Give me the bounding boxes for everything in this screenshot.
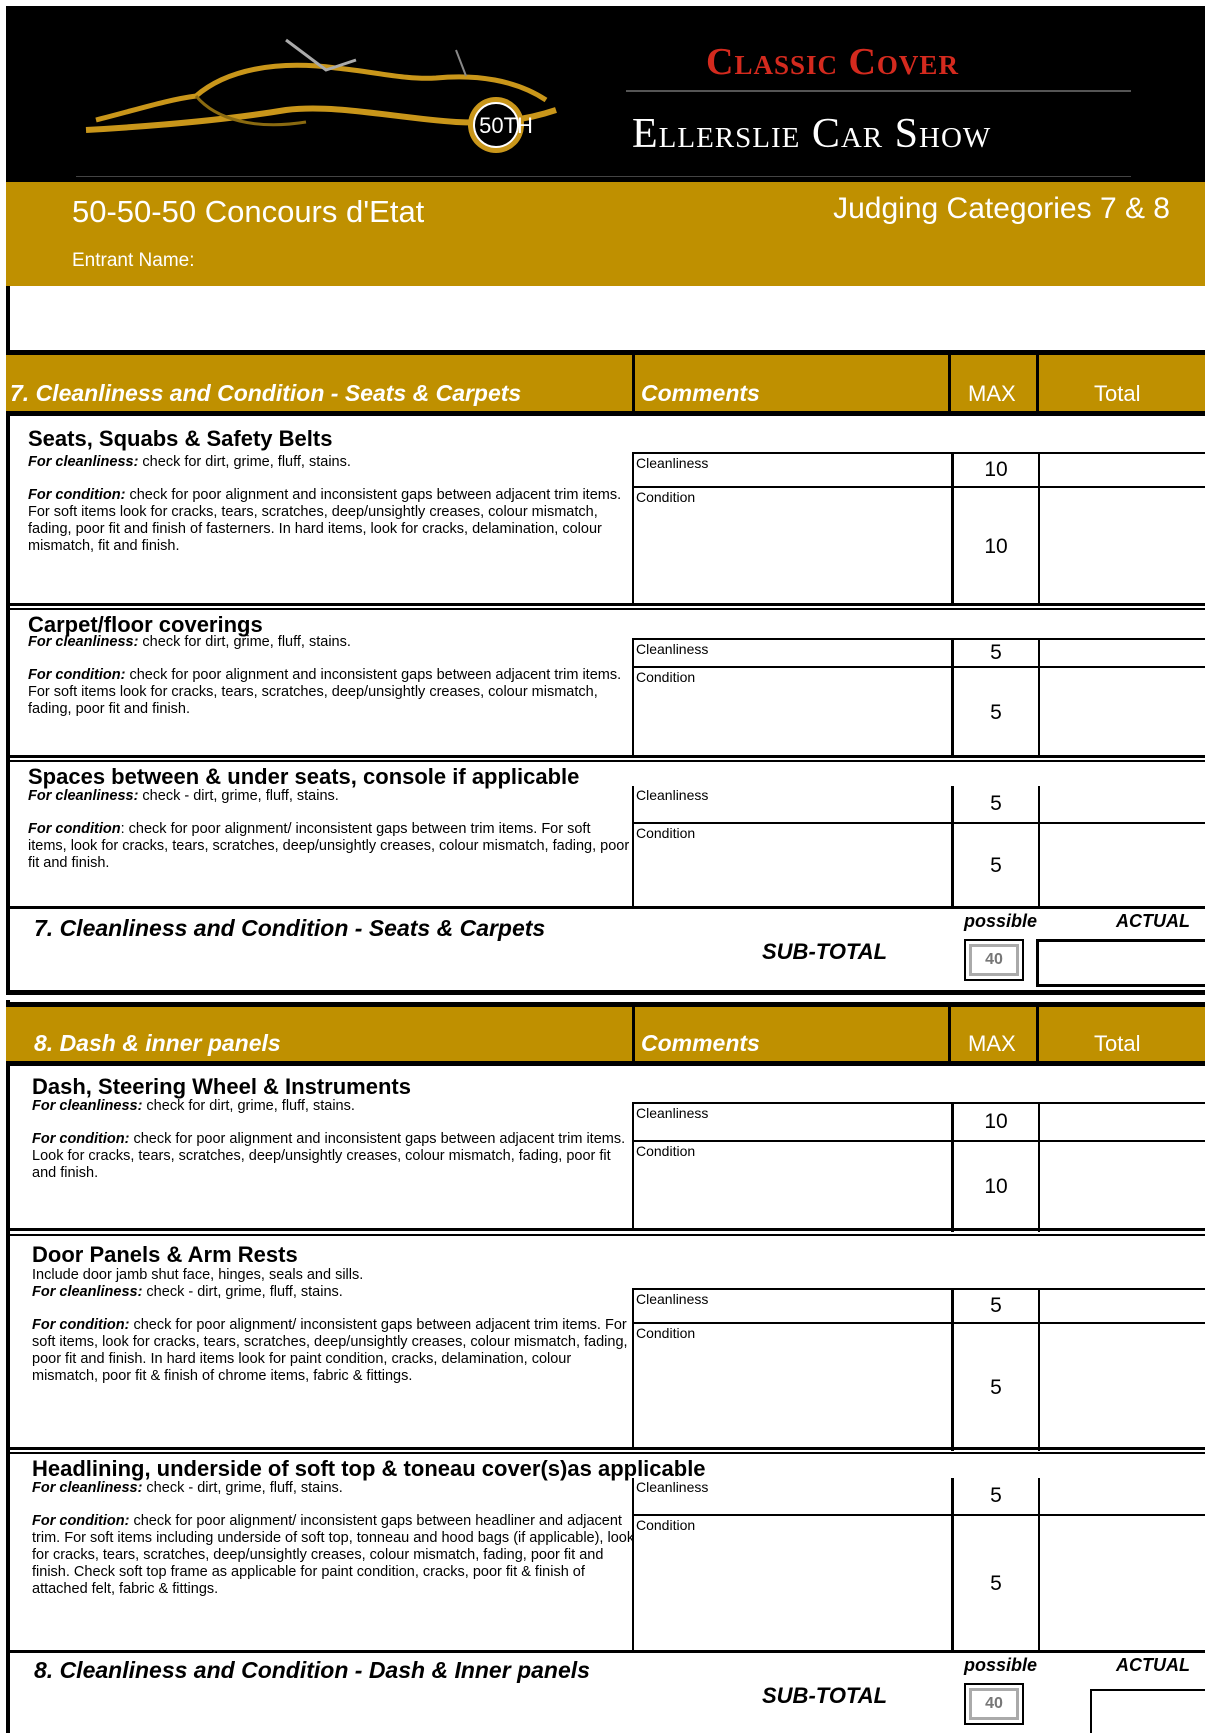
actual-score-field[interactable] (1090, 1689, 1205, 1733)
max-header: MAX (968, 1031, 1016, 1056)
condition-row-label: Condition (636, 1517, 696, 1533)
cleanliness-max: 5 (954, 786, 1040, 822)
condition-total-cell[interactable] (1040, 668, 1205, 757)
cleanliness-comment-cell[interactable] (634, 1290, 954, 1322)
item-divider (6, 755, 1205, 758)
score-box (632, 1288, 1205, 1449)
cleanliness-row-label: Cleanliness (636, 1105, 709, 1121)
item-divider (6, 1228, 1205, 1231)
condition-text: check for poor alignment and inconsistent gaps between adjacent trim items. For soft items look for cracks, tears, scratches, deep/unsightly creases, colour mismatch, fading, poor fit and finish of fasterners. In hard items, look for cracks, delamination, colour mismatch, fit and finish. (28, 487, 622, 554)
condition-comment-cell[interactable] (634, 824, 954, 908)
subtotal-title: 7. Cleanliness and Condition - Seats & Carpets (34, 915, 546, 941)
condition-total-cell[interactable] (1040, 1516, 1205, 1652)
total-header: Total (1094, 1031, 1141, 1056)
comments-header: Comments (641, 1030, 760, 1056)
cleanliness-max: 10 (954, 1104, 1040, 1140)
cleanliness-row (634, 1104, 1205, 1142)
cleanliness-max: 10 (954, 454, 1040, 486)
judging-item (6, 760, 1205, 906)
condition-max: 5 (954, 1516, 1040, 1652)
condition-label: For condition: (28, 487, 126, 503)
classic-car-logo-icon (76, 30, 576, 160)
condition-total-cell[interactable] (1040, 488, 1205, 605)
cleanliness-row (634, 1478, 1205, 1516)
section-header (6, 1002, 1205, 1064)
cleanliness-text: check for dirt, grime, fluff, stains. (138, 454, 351, 470)
cleanliness-max: 5 (954, 1290, 1040, 1322)
condition-comment-cell[interactable] (634, 668, 954, 757)
condition-comment-cell[interactable] (634, 1516, 954, 1652)
subtotal-row (6, 906, 1205, 995)
item-title: Carpet/floor coverings (28, 612, 263, 637)
score-box (632, 452, 1205, 603)
condition-row (634, 668, 1205, 757)
condition-label: For condition (28, 821, 121, 837)
possible-score: 40 (969, 1688, 1019, 1720)
condition-row (634, 824, 1205, 908)
cleanliness-total-cell[interactable] (1040, 1104, 1205, 1140)
cleanliness-row (634, 1290, 1205, 1324)
condition-text: check for poor alignment/ inconsistent gaps between adjacent trim items. For soft items, look for cracks, tears, scratches, deep/unsightly creases, colour mismatch, fading, poor fit and finish. In hard items look for paint condition, cracks, delamination, colour mismatch, poor fit & finish of chrome items, fabric & fittings. (32, 1317, 628, 1384)
brand-subtitle: Ellerslie Car Show (632, 111, 992, 157)
item-title: Seats, Squabs & Safety Belts (28, 426, 333, 451)
cleanliness-text: check - dirt, grime, fluff, stains. (138, 788, 339, 804)
actual-score-field[interactable] (1036, 939, 1205, 987)
left-border (6, 286, 10, 356)
judging-item (6, 1452, 1205, 1650)
condition-row-label: Condition (636, 825, 696, 841)
condition-label: For condition: (32, 1317, 130, 1333)
cleanliness-row-label: Cleanliness (636, 787, 709, 803)
categories-title: Judging Categories 7 & 8 (833, 192, 1170, 225)
condition-label: For condition: (32, 1513, 130, 1529)
condition-total-cell[interactable] (1040, 824, 1205, 908)
condition-row-label: Condition (636, 1325, 696, 1341)
subtotal-row (6, 1650, 1205, 1733)
title-bar (6, 182, 1205, 286)
item-description (32, 1098, 637, 1198)
section-header (6, 350, 1205, 414)
cleanliness-row-label: Cleanliness (636, 641, 709, 657)
cleanliness-text: check - dirt, grime, fluff, stains. (142, 1284, 343, 1300)
comments-header: Comments (641, 380, 760, 406)
item-description (28, 634, 633, 734)
condition-row-label: Condition (636, 489, 696, 505)
item-title: Spaces between & under seats, console if applicable (28, 764, 580, 789)
cleanliness-row (634, 786, 1205, 824)
cleanliness-row-label: Cleanliness (636, 1479, 709, 1495)
banner-divider (76, 176, 1131, 177)
possible-score-box (964, 939, 1024, 981)
cleanliness-total-cell[interactable] (1040, 640, 1205, 666)
cleanliness-label: For cleanliness: (28, 788, 139, 804)
condition-max: 10 (954, 488, 1040, 605)
condition-label: For condition: (32, 1131, 130, 1147)
section-title: 7. Cleanliness and Condition - Seats & Carpets (10, 380, 522, 406)
column-divider (1036, 355, 1039, 411)
column-divider (632, 1007, 635, 1061)
cleanliness-total-cell[interactable] (1040, 1290, 1205, 1322)
condition-label: For condition: (28, 667, 126, 683)
cleanliness-total-cell[interactable] (1040, 454, 1205, 486)
score-box (632, 638, 1205, 755)
item-title: Headlining, underside of soft top & toneau cover(s)as applicable (32, 1456, 706, 1481)
cleanliness-comment-cell[interactable] (634, 1104, 954, 1140)
actual-label: ACTUAL (1116, 911, 1190, 931)
condition-max: 5 (954, 668, 1040, 757)
header-banner (6, 6, 1205, 182)
cleanliness-row (634, 454, 1205, 488)
cleanliness-row (634, 640, 1205, 668)
item-intro: Include door jamb shut face, hinges, seals and sills. (32, 1267, 364, 1283)
cleanliness-text: check for dirt, grime, fluff, stains. (138, 634, 351, 650)
column-divider (948, 1007, 951, 1061)
condition-text: check for poor alignment/ inconsistent gaps between headliner and adjacent trim. For soft items including underside of soft top, tonneau and hood bags (if applicable), look for cracks, tears, scratches, deep/unsightly creases, colour mismatch, fading, poor fit and finish. Check soft top frame as applicable for paint condition, cracks, poor fit & finish of attached felt, fabric & fittings. (32, 1513, 635, 1597)
brand-divider (626, 90, 1131, 92)
cleanliness-text: check - dirt, grime, fluff, stains. (142, 1480, 343, 1496)
cleanliness-max: 5 (954, 640, 1040, 666)
subtotal-label: SUB-TOTAL (762, 1683, 888, 1708)
cleanliness-label: For cleanliness: (28, 634, 139, 650)
max-header: MAX (968, 381, 1016, 406)
cleanliness-max: 5 (954, 1478, 1040, 1514)
column-divider (632, 355, 635, 411)
cleanliness-comment-cell[interactable] (634, 1478, 954, 1514)
cleanliness-total-cell[interactable] (1040, 1478, 1205, 1514)
condition-max: 5 (954, 824, 1040, 908)
cleanliness-text: check for dirt, grime, fluff, stains. (142, 1098, 355, 1114)
column-divider (1036, 1007, 1039, 1061)
condition-text: check for poor alignment and inconsistent gaps between adjacent trim items. Look for cracks, tears, scratches, deep/unsightly creases, colour mismatch, fading, poor fit and finish. (32, 1131, 626, 1181)
logo-badge-text: 50TH (479, 113, 533, 138)
condition-max: 10 (954, 1142, 1040, 1232)
condition-row (634, 488, 1205, 605)
score-box (632, 1478, 1205, 1652)
subtotal-label: SUB-TOTAL (762, 939, 888, 964)
condition-comment-cell[interactable] (634, 1142, 954, 1232)
entrant-name-label: Entrant Name: (72, 250, 195, 271)
judging-item (6, 1234, 1205, 1447)
total-header: Total (1094, 381, 1141, 406)
score-box (632, 1102, 1205, 1230)
cleanliness-total-cell[interactable] (1040, 786, 1205, 822)
condition-max: 5 (954, 1324, 1040, 1451)
form-title: 50-50-50 Concours d'Etat (72, 194, 425, 229)
condition-text: : check for poor alignment/ inconsistent gaps between trim items. For soft items, look for cracks, tears, scratches, deep/unsightly creases, colour mismatch, fading, poor fit and finish. (28, 821, 630, 871)
cleanliness-label: For cleanliness: (28, 454, 139, 470)
condition-total-cell[interactable] (1040, 1324, 1205, 1451)
item-divider (6, 1447, 1205, 1450)
condition-comment-cell[interactable] (634, 1324, 954, 1451)
condition-total-cell[interactable] (1040, 1142, 1205, 1232)
condition-row (634, 1516, 1205, 1652)
judging-item (6, 608, 1205, 755)
cleanliness-row-label: Cleanliness (636, 455, 709, 471)
item-description (32, 1267, 637, 1401)
condition-row (634, 1142, 1205, 1232)
cleanliness-row-label: Cleanliness (636, 1291, 709, 1307)
condition-row (634, 1324, 1205, 1451)
condition-row-label: Condition (636, 669, 696, 685)
brand-title: Classic Cover (706, 41, 959, 83)
item-description (28, 788, 633, 888)
item-description (32, 1480, 637, 1614)
column-divider (948, 355, 951, 411)
score-box (632, 786, 1205, 908)
possible-score-box (964, 1683, 1024, 1725)
judging-item (6, 1064, 1205, 1228)
possible-score: 40 (969, 944, 1019, 976)
condition-row-label: Condition (636, 1143, 696, 1159)
cleanliness-comment-cell[interactable] (634, 786, 954, 822)
section-7 (6, 350, 1205, 995)
condition-text: check for poor alignment and inconsistent gaps between adjacent trim items. For soft items look for cracks, tears, scratches, deep/unsightly creases, colour mismatch, fading, poor fit and finish. (28, 667, 622, 717)
cleanliness-comment-cell[interactable] (634, 454, 954, 486)
cleanliness-label: For cleanliness: (32, 1284, 143, 1300)
item-title: Dash, Steering Wheel & Instruments (32, 1074, 411, 1099)
item-description (28, 454, 633, 571)
item-divider (6, 603, 1205, 606)
item-title: Door Panels & Arm Rests (32, 1242, 298, 1267)
cleanliness-label: For cleanliness: (32, 1480, 143, 1496)
subtotal-title: 8. Cleanliness and Condition - Dash & Inner panels (34, 1657, 590, 1683)
section-title: 8. Dash & inner panels (34, 1030, 281, 1056)
cleanliness-label: For cleanliness: (32, 1098, 143, 1114)
section-8 (6, 1002, 1205, 1733)
condition-comment-cell[interactable] (634, 488, 954, 605)
actual-label: ACTUAL (1116, 1655, 1190, 1675)
cleanliness-comment-cell[interactable] (634, 640, 954, 666)
possible-label: possible (964, 1655, 1038, 1675)
judging-item (6, 414, 1205, 603)
possible-label: possible (964, 911, 1038, 931)
